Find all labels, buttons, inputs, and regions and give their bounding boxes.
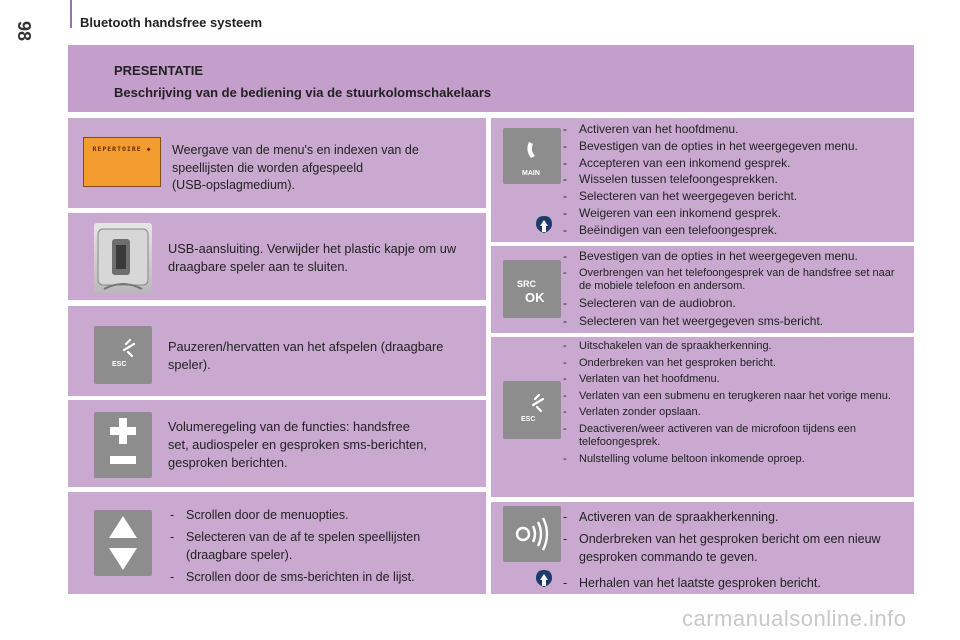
list-item: - Wisselen tussen telefoongesprekken.: [559, 171, 909, 188]
esc-icon: [94, 326, 152, 384]
main-icon-label: MAIN: [522, 170, 540, 177]
voice-functions-list: [559, 508, 899, 596]
page-number: 98: [14, 20, 35, 42]
list-item: - Bevestigen van de opties in het weergegeven menu.: [559, 249, 909, 263]
list-item: - Beëindigen van een telefoongesprek.: [559, 222, 909, 239]
voice-command-icon: [503, 506, 561, 562]
running-title: Bluetooth handsfree systeem: [80, 15, 263, 30]
list-item: - Scrollen door de menuopties.: [166, 506, 456, 524]
src-label: SRC: [517, 279, 537, 289]
section-header: [68, 45, 914, 112]
list-item: - Activeren van het hoofdmenu.: [559, 121, 909, 138]
panel-esc: [491, 337, 914, 497]
list-item: - Uitschakelen van de spraakherkenning.: [559, 340, 909, 353]
panel-text: Weergave van de menu's en indexen van de speellijsten die worden afgespeeld (USB-opslagmedium).: [172, 143, 419, 192]
panel-text: Pauzeren/hervatten van het afspelen (draagbare speler).: [168, 339, 444, 372]
list-item: - Onderbreken van het gesproken bericht.: [559, 357, 909, 370]
src-ok-icon: [503, 260, 561, 318]
main-functions-list: [559, 121, 909, 239]
esc-functions-list: [559, 340, 909, 469]
list-item: - Accepteren van een inkomend gesprek.: [559, 155, 909, 172]
section-subtitle: Beschrijving van de bediening via de stuurkolomschakelaars: [114, 85, 492, 100]
panel-pause: [68, 306, 486, 396]
esc-icon: [503, 381, 561, 439]
list-item: - Verlaten zonder opslaan.: [559, 406, 909, 419]
chapter-bar: [70, 0, 72, 28]
up-down-arrows-icon: [94, 510, 152, 576]
list-item: - Weigeren van een inkomend gesprek.: [559, 205, 909, 222]
list-item: - Onderbreken van het gesproken bericht om een nieuw gesproken commando te geven.: [559, 530, 899, 566]
panel-main: [491, 118, 914, 242]
esc-icon-label: ESC: [521, 416, 536, 423]
list-item: - Verlaten van een submenu en terugkeren naar het vorige menu.: [559, 390, 909, 403]
panel-usb: [68, 213, 486, 300]
panel-text: USB-aansluiting. Verwijder het plastic kapje om uw draagbare speler aan te sluiten.: [168, 241, 457, 274]
list-item: - Selecteren van het weergegeven sms-bericht.: [559, 314, 909, 328]
hold-press-icon: [533, 214, 555, 236]
list-item: - Scrollen door de sms-berichten in de lijst.: [166, 568, 456, 586]
panel-voice: [491, 502, 914, 594]
panel-text: Volumeregeling van de functies: handsfree set, audiospeler en gesproken sms-berichten, gesproken berichten.: [168, 419, 427, 470]
list-item: - Herhalen van het laatste gesproken bericht.: [559, 574, 899, 592]
main-phone-icon: [503, 128, 561, 184]
list-item: - Selecteren van de af te spelen speellijsten (draagbare speler).: [166, 528, 456, 564]
usb-port-icon: [94, 223, 152, 293]
repertoire-display-label: REPERTOIRE: [92, 145, 142, 153]
hold-press-icon: [533, 568, 555, 590]
list-item: - Deactiveren/weer activeren van de microfoon tijdens een telefoongesprek.: [559, 423, 909, 449]
repertoire-display-icon: REPERTOIRE ◆: [83, 137, 161, 187]
src-ok-list: [559, 249, 909, 331]
list-item: - Overbrengen van het telefoongesprek van de handsfree set naar de mobiele telefoon en andersom.: [559, 267, 909, 293]
panel-scroll: [68, 492, 486, 594]
list-item: - Activeren van de spraakherkenning.: [559, 508, 899, 526]
plus-minus-icon: [94, 412, 152, 478]
panel-volume: [68, 400, 486, 487]
scroll-list: [166, 506, 456, 590]
list-item: - Nulstelling volume beltoon inkomende oproep.: [559, 453, 909, 466]
list-item: - Selecteren van het weergegeven bericht.: [559, 188, 909, 205]
list-item: - Bevestigen van de opties in het weergegeven menu.: [559, 138, 909, 155]
list-item: - Selecteren van de audiobron.: [559, 296, 909, 310]
list-item: - Verlaten van het hoofdmenu.: [559, 373, 909, 386]
section-title: PRESENTATIE: [114, 63, 204, 78]
panel-repertoire: [68, 118, 486, 208]
esc-icon-label: ESC: [112, 361, 127, 368]
panel-src-ok: [491, 246, 914, 333]
watermark: carmanualsonline.info: [682, 606, 907, 631]
ok-label: OK: [525, 290, 545, 305]
